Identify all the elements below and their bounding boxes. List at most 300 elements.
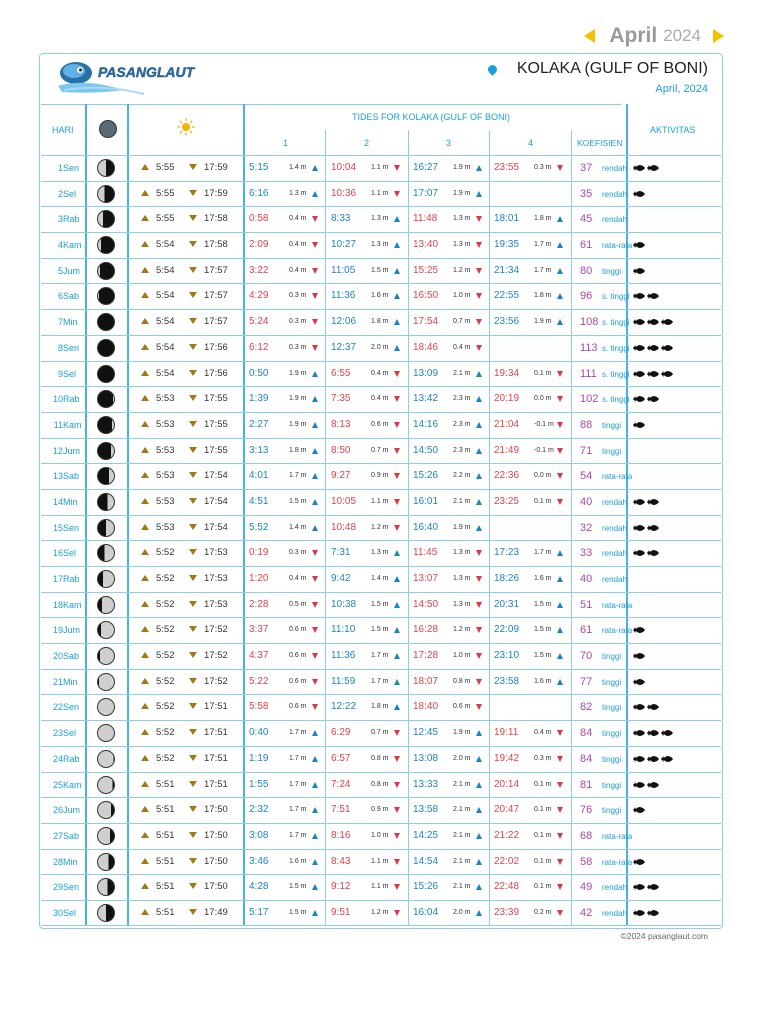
tide-height: 1.5 m	[371, 266, 389, 274]
fish-icon	[633, 883, 645, 891]
tide-time: 11:36	[331, 290, 356, 302]
high-tide-arrow-icon	[476, 396, 482, 402]
tide-cell	[245, 418, 325, 434]
sunrise-value: 5:51	[156, 881, 175, 893]
sunrise-value: 5:53	[156, 418, 175, 430]
day-number: 11	[53, 419, 63, 430]
tide-cell	[409, 341, 489, 357]
sunrise-value: 5:52	[156, 598, 175, 610]
sunrise-icon	[141, 447, 149, 453]
day-number: 10	[52, 394, 63, 405]
coefficient-value: 70	[580, 650, 593, 663]
low-tide-arrow-icon	[394, 448, 400, 454]
sunrise-time	[141, 727, 175, 738]
table-row	[41, 720, 721, 746]
moon-phase-icon	[97, 853, 115, 871]
fish-icon	[647, 909, 659, 917]
fish-icon	[661, 729, 673, 737]
weekday: Rab	[63, 214, 80, 225]
tide-height: 0.4 m	[289, 215, 307, 223]
next-month-arrow-icon[interactable]	[713, 29, 724, 43]
tide-height: 0.2 m	[534, 908, 552, 916]
weekday: Sab	[63, 830, 80, 841]
day-number: 13	[52, 471, 63, 482]
tide-height: 0.0 m	[534, 472, 552, 480]
tide-cell	[245, 752, 325, 768]
tide-time: 19:11	[494, 727, 519, 739]
tide-cell	[409, 392, 489, 408]
tide-time: 5:58	[249, 701, 269, 713]
sunrise-value: 5:51	[156, 855, 175, 867]
coefficient-value: 111	[580, 367, 597, 380]
tide-time: 21:34	[494, 264, 520, 276]
table-row	[41, 797, 721, 823]
sunrise-value: 5:54	[156, 264, 175, 276]
moon-phase-icon	[97, 467, 115, 485]
table-row	[41, 694, 721, 720]
fish-icon	[647, 549, 659, 557]
tide-time: 9:27	[331, 470, 351, 482]
fish-icon	[647, 370, 659, 378]
low-tide-arrow-icon	[394, 371, 400, 377]
tide-time: 16:50	[413, 290, 439, 302]
sunrise-time	[141, 804, 175, 815]
tide-time: 21:04	[494, 418, 520, 430]
weekday: Sel	[63, 188, 77, 199]
tide-height: 1.9 m	[453, 729, 471, 737]
tide-cell	[245, 392, 325, 408]
high-tide-arrow-icon	[312, 910, 318, 916]
sunrise-time	[141, 522, 175, 533]
low-tide-arrow-icon	[312, 345, 318, 351]
tide-height: 0.9 m	[371, 472, 389, 480]
tide-time: 11:48	[413, 213, 438, 225]
fish-icon	[633, 781, 645, 789]
high-tide-arrow-icon	[312, 833, 318, 839]
tide-cell	[409, 726, 489, 742]
sunset-value: 17:54	[204, 495, 228, 507]
sunset-time	[189, 419, 228, 430]
coefficient-category: tinggi	[602, 677, 622, 687]
sunrise-icon	[141, 652, 149, 658]
prev-month-arrow-icon[interactable]	[584, 29, 595, 43]
tide-time: 14:50	[413, 598, 439, 610]
tide-height: 1.0 m	[453, 292, 471, 300]
sunset-time	[189, 804, 228, 815]
coefficient-value: 82	[580, 701, 593, 714]
tide-height: 0.6 m	[289, 677, 307, 685]
tide-height: 1.8 m	[371, 703, 389, 711]
tide-time: 16:28	[413, 624, 439, 636]
moon-phase-icon	[97, 493, 115, 511]
day-number: 3	[57, 214, 63, 225]
sunrise-time	[141, 213, 175, 224]
location-name: KOLAKA (GULF OF BONI)	[516, 60, 708, 77]
coefficient-value: 68	[580, 829, 593, 842]
table-row	[41, 874, 721, 900]
tide-time: 8:43	[331, 855, 351, 867]
sunset-value: 17:54	[204, 521, 228, 533]
weekday: Sel	[63, 368, 77, 379]
tide-height: 1.3 m	[453, 600, 471, 608]
tide-cell	[409, 675, 489, 691]
high-tide-arrow-icon	[476, 807, 482, 813]
low-tide-arrow-icon	[476, 319, 482, 325]
moon-phase-icon	[97, 390, 115, 408]
tide-time: 14:25	[413, 829, 439, 841]
tide-height: 1.7 m	[289, 754, 307, 762]
high-tide-arrow-icon	[312, 807, 318, 813]
tide-height: 1.7 m	[289, 472, 307, 480]
sunrise-value: 5:52	[156, 624, 175, 636]
sunset-icon	[189, 575, 197, 581]
coefficient-value: 37	[580, 162, 593, 174]
low-tide-arrow-icon	[312, 704, 318, 710]
tide-height: 1.5 m	[371, 626, 389, 634]
tide-cell	[327, 469, 407, 485]
sunrise-value: 5:53	[156, 470, 175, 482]
sunrise-value: 5:52	[156, 727, 175, 739]
high-tide-arrow-icon	[557, 679, 563, 685]
sunrise-icon	[141, 370, 149, 376]
tide-time: 22:36	[494, 470, 520, 482]
sunset-icon	[189, 344, 197, 350]
tide-time: 9:42	[331, 573, 351, 584]
tide-cell	[245, 315, 325, 331]
sunset-value: 17:57	[204, 290, 228, 302]
tide-cell	[490, 880, 570, 896]
tide-time: 5:24	[249, 316, 269, 328]
tide-cell	[245, 212, 325, 228]
tide-rows	[41, 155, 721, 926]
tide-cell	[245, 829, 325, 845]
tide-height: 0.5 m	[289, 600, 307, 608]
sunrise-icon	[141, 190, 149, 196]
low-tide-arrow-icon	[476, 602, 482, 608]
sunset-value: 17:56	[204, 367, 228, 379]
low-tide-arrow-icon	[476, 550, 482, 556]
fish-icon	[647, 344, 659, 352]
day-number: 16	[52, 548, 63, 559]
sunrise-time	[141, 290, 175, 301]
fish-icon	[633, 498, 645, 506]
low-tide-arrow-icon	[557, 396, 563, 402]
sunrise-value: 5:52	[156, 675, 175, 687]
tide-cell	[409, 187, 489, 203]
sunrise-icon	[141, 781, 149, 787]
coefficient-value: 96	[580, 290, 593, 303]
tide-cell	[490, 315, 570, 331]
tide-time: 13:09	[413, 367, 439, 379]
fish-icon	[633, 626, 645, 634]
tide-cell	[490, 623, 570, 639]
sunset-value: 17:49	[204, 906, 228, 918]
tide-cell	[327, 855, 407, 871]
header-day: HARI	[52, 125, 74, 135]
sunset-time	[189, 856, 228, 867]
table-row	[41, 361, 721, 387]
tide-cell	[245, 675, 325, 691]
tide-cell	[245, 289, 325, 305]
tide-cell	[245, 264, 325, 280]
moon-phase-icon	[97, 827, 115, 845]
weekday: Min	[63, 496, 78, 507]
coefficient-category: tinggi	[602, 703, 622, 713]
tide-time: 4:37	[249, 650, 269, 662]
tide-time: 1:19	[249, 752, 269, 764]
low-tide-arrow-icon	[312, 602, 318, 608]
sunrise-value: 5:53	[156, 521, 175, 533]
low-tide-arrow-icon	[394, 396, 400, 402]
table-row	[41, 412, 721, 438]
moon-phase-icon	[97, 776, 115, 794]
tide-height: 0.1 m	[534, 369, 552, 377]
weekday: Sab	[63, 471, 80, 482]
sunset-value: 17:59	[204, 162, 228, 173]
tide-height: 0.6 m	[289, 652, 307, 660]
high-tide-arrow-icon	[394, 268, 400, 274]
tide-height: 0.6 m	[453, 703, 471, 711]
tide-height: 0.8 m	[371, 754, 389, 762]
low-tide-arrow-icon	[557, 422, 563, 428]
sunset-value: 17:52	[204, 650, 228, 662]
tide-cell	[245, 803, 325, 819]
tide-height: 1.9 m	[289, 420, 307, 428]
sunset-icon	[189, 703, 197, 709]
sunset-time	[189, 239, 228, 250]
moon-phase-icon	[97, 416, 115, 434]
tide-time: 16:27	[413, 162, 439, 173]
tide-height: 0.0 m	[534, 395, 552, 403]
sunrise-icon	[141, 909, 149, 915]
sunrise-icon	[141, 344, 149, 350]
tide-time: 4:29	[249, 290, 269, 302]
tide-cell	[327, 521, 407, 537]
coefficient-value: 45	[580, 213, 593, 226]
coefficient-category: tinggi	[602, 446, 622, 456]
weekday: Rab	[63, 574, 80, 584]
tide-time: 18:01	[494, 213, 520, 225]
table-row	[41, 155, 721, 181]
tide-time: 11:05	[331, 264, 356, 276]
high-tide-arrow-icon	[394, 627, 400, 633]
tide-time: 8:16	[331, 829, 351, 841]
tide-cell	[327, 161, 407, 177]
tide-time: 17:28	[413, 650, 439, 662]
tide-time: 20:19	[494, 393, 520, 405]
tide-height: 0.3 m	[289, 318, 307, 326]
high-tide-arrow-icon	[312, 396, 318, 402]
table-row	[41, 438, 721, 464]
fish-icon	[633, 370, 645, 378]
sunset-value: 17:50	[204, 829, 228, 841]
tide-height: 1.2 m	[371, 523, 389, 531]
table-row	[41, 181, 721, 207]
tide-time: 4:51	[249, 495, 269, 507]
moon-phase-icon	[97, 878, 115, 896]
coefficient-category: rendah	[602, 883, 627, 893]
sunrise-value: 5:55	[156, 213, 175, 225]
sunset-icon	[189, 447, 197, 453]
low-tide-arrow-icon	[557, 473, 563, 479]
sunset-icon	[189, 318, 197, 324]
sunrise-time	[141, 676, 175, 687]
tide-height: 1.1 m	[371, 857, 389, 865]
tide-time: 17:54	[413, 316, 439, 328]
sunrise-value: 5:51	[156, 829, 175, 841]
tide-time: 8:13	[331, 418, 351, 430]
tide-cell	[409, 546, 489, 562]
fish-icon	[633, 755, 645, 763]
low-tide-arrow-icon	[476, 293, 482, 299]
tide-height: 1.6 m	[289, 857, 307, 865]
high-tide-arrow-icon	[476, 756, 482, 762]
tide-height: 0.7 m	[371, 729, 389, 737]
sunrise-icon	[141, 678, 149, 684]
tide-height: 1.1 m	[371, 883, 389, 891]
tide-height: 0.4 m	[289, 575, 307, 582]
sunrise-time	[141, 779, 175, 790]
tide-height: 2.0 m	[453, 908, 471, 916]
tide-cell	[490, 418, 570, 434]
sunrise-value: 5:54	[156, 239, 175, 251]
low-tide-arrow-icon	[476, 653, 482, 659]
tide-cell	[409, 521, 489, 537]
sunrise-value: 5:53	[156, 444, 175, 456]
tide-height: 1.4 m	[289, 523, 307, 531]
day-number: 6	[57, 291, 63, 302]
pasanglaut-logo[interactable]	[54, 56, 234, 98]
tide-cell	[409, 444, 489, 460]
tide-height: 0.1 m	[534, 497, 552, 505]
low-tide-arrow-icon	[557, 807, 563, 813]
high-tide-arrow-icon	[476, 422, 482, 428]
sunset-icon	[189, 190, 197, 196]
tide-height: 1.3 m	[453, 549, 471, 557]
tide-cell	[490, 598, 570, 614]
high-tide-arrow-icon	[394, 576, 400, 582]
tide-cell	[245, 341, 325, 357]
sunrise-icon	[141, 241, 149, 247]
sunset-value: 17:51	[204, 701, 228, 713]
tide-height: 1.7 m	[371, 677, 389, 685]
tide-cell	[327, 495, 407, 511]
weekday: Kam	[63, 419, 82, 430]
month-navigator	[584, 24, 724, 48]
moon-phase-icon	[97, 596, 115, 614]
day-number: 2	[57, 188, 63, 199]
low-tide-arrow-icon	[557, 859, 563, 865]
sunrise-value: 5:53	[156, 495, 175, 507]
high-tide-arrow-icon	[394, 345, 400, 351]
low-tide-arrow-icon	[476, 704, 482, 710]
sunset-time	[189, 188, 228, 199]
low-tide-arrow-icon	[394, 910, 400, 916]
tide-height: 1.7 m	[289, 729, 307, 737]
weekday: Sen	[63, 163, 80, 173]
weekday: Rab	[63, 753, 80, 764]
sunset-value: 17:57	[204, 316, 228, 328]
moon-phase-icon	[97, 185, 115, 203]
sunrise-time	[141, 830, 175, 841]
day-number: 1	[57, 163, 63, 173]
sunrise-time	[141, 624, 175, 635]
high-tide-arrow-icon	[394, 550, 400, 556]
moon-phase-icon	[97, 801, 115, 819]
sunset-icon	[189, 832, 197, 838]
tide-time: 22:48	[494, 881, 520, 893]
tide-height: 0.4 m	[371, 395, 389, 403]
table-row	[41, 309, 721, 335]
tide-column-3: 3	[446, 138, 452, 148]
moon-phase-icon	[97, 750, 115, 768]
tide-cell	[409, 649, 489, 665]
weekday: Kam	[63, 779, 82, 790]
sunset-value: 17:53	[204, 547, 228, 559]
tide-cell	[327, 341, 407, 357]
tide-cell	[327, 238, 407, 254]
sunset-value: 17:56	[204, 341, 228, 353]
tide-cell	[245, 700, 325, 716]
tide-cell	[327, 752, 407, 768]
sunrise-icon	[141, 858, 149, 864]
tide-time: 13:08	[413, 752, 439, 764]
sunrise-icon	[141, 806, 149, 812]
day-number: 14	[52, 496, 63, 507]
fish-icon	[647, 164, 659, 172]
day-number: 8	[57, 342, 63, 353]
coefficient-category: tinggi	[602, 420, 622, 430]
sunset-icon	[189, 755, 197, 761]
sunrise-time	[141, 547, 175, 558]
sunset-value: 17:53	[204, 573, 228, 584]
tide-cell	[245, 649, 325, 665]
tide-cell	[409, 803, 489, 819]
fish-icon	[647, 498, 659, 506]
low-tide-arrow-icon	[557, 730, 563, 736]
tide-time: 22:09	[494, 624, 520, 636]
tide-cell	[490, 675, 570, 691]
tide-height: 1.6 m	[371, 292, 389, 300]
sunset-time	[189, 599, 228, 610]
day-number: 9	[57, 368, 63, 379]
tide-cell	[490, 855, 570, 871]
tide-height: 1.7 m	[534, 549, 552, 557]
tide-time: 21:49	[494, 444, 520, 456]
tide-height: 1.0 m	[371, 831, 389, 839]
sunrise-time	[141, 368, 175, 379]
sunrise-value: 5:51	[156, 906, 175, 918]
tide-cell	[327, 187, 407, 203]
low-tide-arrow-icon	[394, 730, 400, 736]
weekday: Sab	[63, 651, 80, 662]
tide-time: 18:46	[413, 341, 439, 353]
tide-cell	[409, 880, 489, 896]
tide-cell	[409, 778, 489, 794]
sunset-time	[189, 445, 228, 456]
tide-time: 5:17	[249, 906, 269, 918]
tide-cell	[490, 367, 570, 383]
fish-icon	[661, 318, 673, 326]
fish-icon	[633, 318, 645, 326]
tide-height: 1.2 m	[453, 626, 471, 634]
coefficient-category: tinggi	[602, 652, 622, 662]
header-activity: AKTIVITAS	[650, 125, 696, 135]
sunrise-time	[141, 445, 175, 456]
tide-height: 0.8 m	[371, 780, 389, 788]
tide-height: 1.8 m	[371, 318, 389, 326]
sunset-value: 17:55	[204, 418, 228, 430]
